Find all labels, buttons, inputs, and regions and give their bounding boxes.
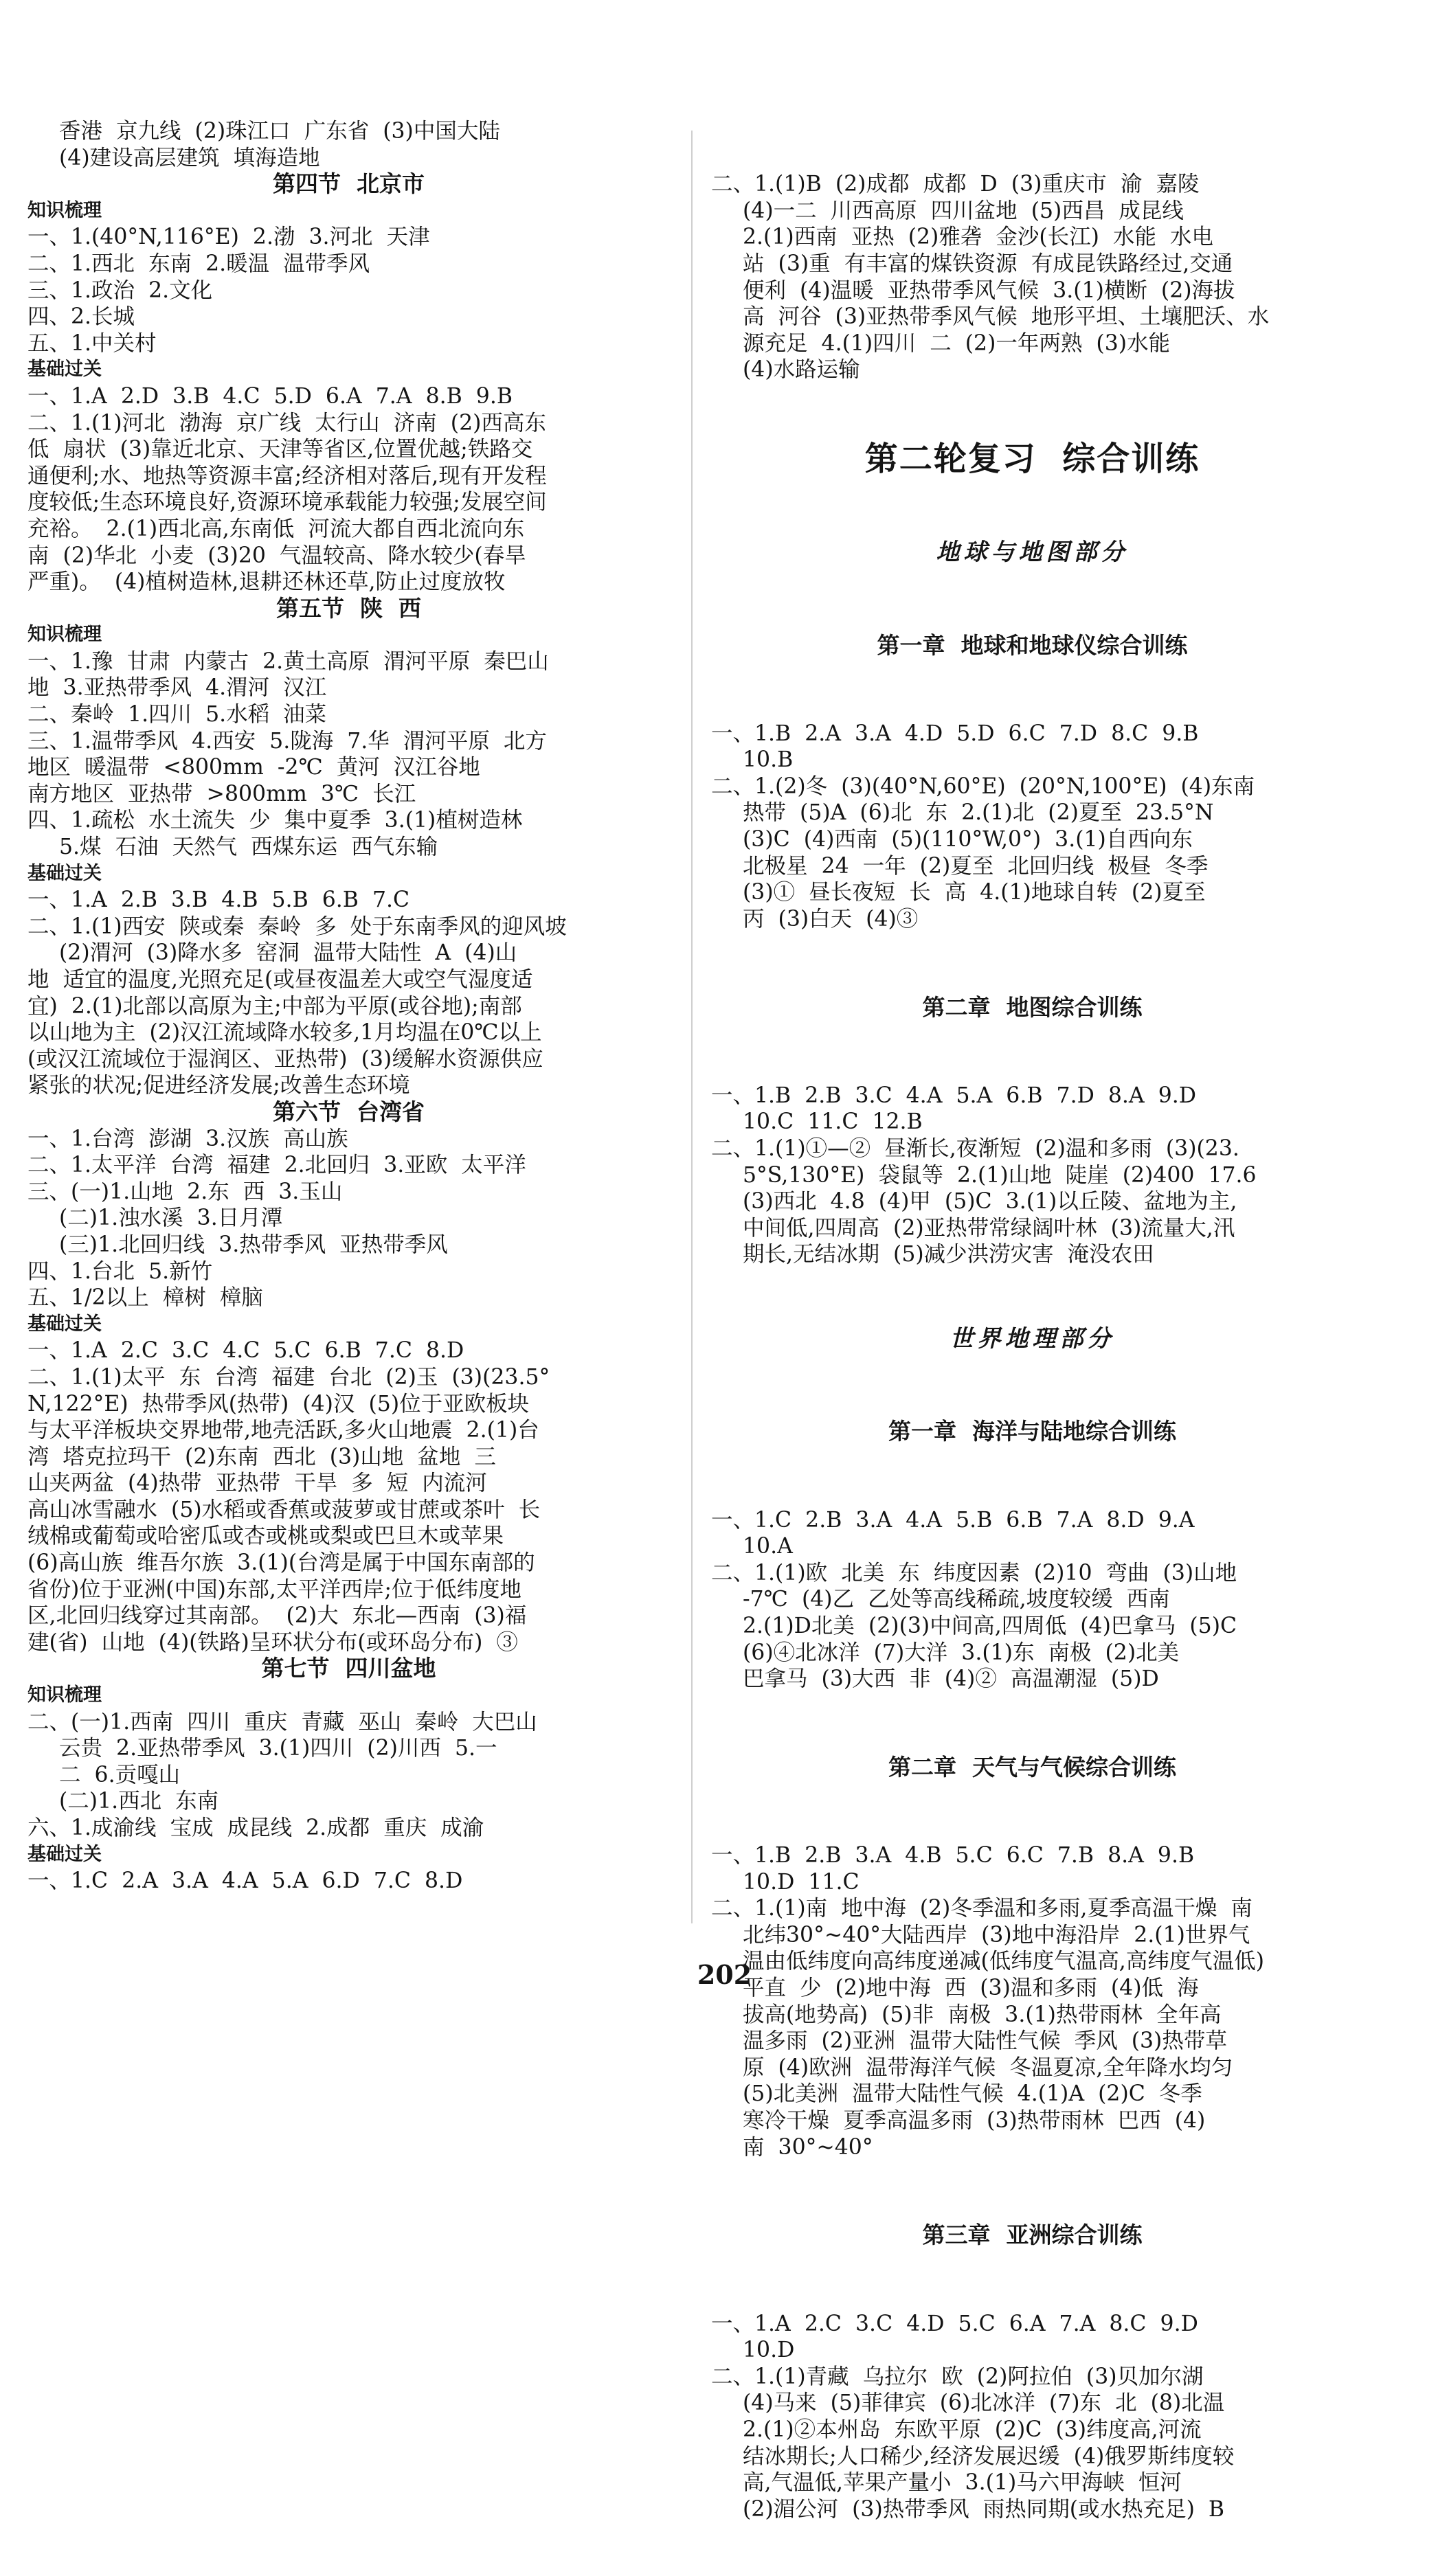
answer-line: N,122°E) 热带季风(热带) (4)汉 (5)位于亚欧板块	[27, 1391, 530, 1416]
answer-line: 四、1.疏松 水土流失 少 集中夏季 3.(1)植树造林	[27, 808, 523, 833]
answer-line: 10.C 11.C 12.B	[743, 1109, 923, 1135]
answer-line: 2.(1)西南 亚热 (2)雅砻 金沙(长江) 水能 水电	[743, 225, 1214, 250]
subsection-label: 基础过关	[27, 1843, 102, 1865]
answer-line: (二)1.西北 东南	[59, 1789, 219, 1814]
answer-line: 寒冷干燥 夏季高温多雨 (3)热带雨林 巴西 (4)	[743, 2108, 1206, 2133]
subsection-label: 知识梳理	[27, 1684, 102, 1706]
answer-line: 拔高(地势高) (5)非 南极 3.(1)热带雨林 全年高	[743, 2002, 1222, 2027]
answer-line: (4)建设高层建筑 填海造地	[59, 145, 320, 170]
answer-line: 北极星 24 一年 (2)夏至 北回归线 极昼 冬季	[743, 853, 1209, 879]
answer-line: 二、1.(1)西安 陕或秦 秦岭 多 处于东南季风的迎风坡	[27, 914, 567, 939]
answer-line: 南 (2)华北 小麦 (3)20 气温较高、降水较少(春旱	[27, 543, 526, 568]
answer-line: 二、1.太平洋 台湾 福建 2.北回归 3.亚欧 太平洋	[27, 1153, 526, 1178]
answer-line: (3)① 昼长夜短 长 高 4.(1)地球自转 (2)夏至	[743, 880, 1206, 905]
answer-line: 二、1.(1)南 地中海 (2)冬季温和多雨,夏季高温干燥 南	[711, 1896, 1253, 1921]
chapter-answers	[711, 2311, 1353, 2523]
chapter-title: 第一章 地球和地球仪综合训练	[877, 631, 1188, 659]
answer-line: 以山地为主 (2)汉江流域降水较多,1月均温在0℃以上	[27, 1020, 542, 1046]
answer-line: 温多雨 (2)亚洲 温带大陆性气候 季风 (3)热带草	[743, 2029, 1227, 2054]
answer-line: 一、1.C 2.B 3.A 4.A 5.B 6.B 7.A 8.D 9.A	[711, 1507, 1195, 1533]
answer-line: 结冰期长;人口稀少,经济发展迟缓 (4)俄罗斯纬度较	[743, 2443, 1235, 2469]
answer-line: 二、1.(1)河北 渤海 京广线 太行山 济南 (2)西高东	[27, 410, 546, 436]
answer-line: 丙 (3)白天 (4)③	[743, 906, 919, 931]
answer-line: 山夹两盆 (4)热带 亚热带 干旱 多 短 内流河	[27, 1471, 487, 1496]
answer-line: (2)渭河 (3)降水多 窑洞 温带大陆性 A (4)山	[59, 940, 517, 966]
answer-line: 三、1.政治 2.文化	[27, 278, 213, 303]
answer-line: 宜) 2.(1)北部以高原为主;中部为平原(或谷地);南部	[27, 993, 522, 1019]
answer-line: 10.A	[743, 1534, 793, 1559]
answer-line: 地区 暖温带 <800mm -2℃ 黄河 汉江谷地	[27, 755, 480, 780]
answer-line: 建(省) 山地 (4)(铁路)呈环状分布(或环岛分布) ③	[27, 1629, 518, 1655]
answer-line: 二、1.(2)冬 (3)(40°N,60°E) (20°N,100°E) (4)东南	[711, 773, 1255, 799]
answer-line: 原 (4)欧洲 温带海洋气候 冬温夏凉,全年降水均匀	[743, 2055, 1233, 2080]
answer-line: 绒棉或葡萄或哈密瓜或杏或桃或梨或巴旦木或苹果	[27, 1524, 504, 1549]
answer-line: 2.(1)②本州岛 东欧平原 (2)C (3)纬度高,河流	[743, 2417, 1202, 2442]
answer-line: 一、1.A 2.B 3.B 4.B 5.B 6.B 7.C	[27, 888, 410, 913]
left-column	[27, 118, 670, 1895]
answer-line: 一、1.A 2.C 3.C 4.D 5.C 6.A 7.A 8.C 9.D	[711, 2311, 1198, 2336]
right-column-continuation	[711, 171, 1353, 383]
answer-line: (三)1.北回归线 3.热带季风 亚热带季风	[59, 1232, 448, 1257]
answer-line: 高山冰雪融水 (5)水稻或香蕉或菠萝或甘蔗或茶叶 长	[27, 1497, 541, 1522]
answer-line: 一、1.(40°N,116°E) 2.渤 3.河北 天津	[27, 225, 430, 250]
chapter-answers	[711, 1507, 1353, 1693]
answer-line: 严重)。 (4)植树造林,退耕还林还草,防止过度放牧	[27, 569, 506, 595]
answer-line: (4)马来 (5)菲律宾 (6)北冰洋 (7)东 北 (8)北温	[743, 2391, 1225, 2416]
chapter-title: 第一章 海洋与陆地综合训练	[888, 1418, 1176, 1445]
subsection-label: 基础过关	[27, 862, 102, 884]
subsection-label: 基础过关	[27, 1313, 102, 1335]
section-heading: 第六节 台湾省	[273, 1098, 425, 1125]
answer-line: (二)1.浊水溪 3.日月潭	[59, 1206, 283, 1231]
answer-line: 一、1.C 2.A 3.A 4.A 5.A 6.D 7.C 8.D	[27, 1868, 463, 1894]
answer-line: 巴拿马 (3)大西 非 (4)② 高温潮湿 (5)D	[743, 1667, 1159, 1692]
review-title: 第二轮复习 综合训练	[864, 440, 1200, 479]
chapter-title: 第三章 亚洲综合训练	[922, 2222, 1143, 2249]
answer-line: 一、1.A 2.D 3.B 4.C 5.D 6.A 7.A 8.B 9.B	[27, 383, 513, 409]
answer-line: 二、1.西北 东南 2.暖温 温带季风	[27, 251, 370, 276]
answer-line: 一、1.A 2.C 3.C 4.C 5.C 6.B 7.C 8.D	[27, 1338, 464, 1364]
answer-line: (或汉江流域位于湿润区、亚热带) (3)缓解水资源供应	[27, 1046, 543, 1072]
answer-line: 10.B	[743, 747, 794, 773]
answer-line: 度较低;生态环境良好,资源环境承载能力较强;发展空间	[27, 490, 547, 515]
answer-line: 南 30°~40°	[743, 2134, 873, 2160]
answer-line: 与太平洋板块交界地带,地壳活跃,多火山地震 2.(1)台	[27, 1418, 539, 1443]
chapter-title: 第二章 天气与气候综合训练	[888, 1753, 1176, 1781]
answer-line: 热带 (5)A (6)北 东 2.(1)北 (2)夏至 23.5°N	[743, 800, 1214, 826]
answer-line: 一、1.B 2.A 3.A 4.D 5.D 6.C 7.D 8.C 9.B	[711, 721, 1199, 746]
answer-line: 四、1.台北 5.新竹	[27, 1258, 213, 1284]
section-heading: 第五节 陕 西	[276, 595, 421, 622]
answer-line: (3)C (4)西南 (5)(110°W,0°) 3.(1)自西向东	[743, 827, 1193, 852]
answer-line: 二、1.(1)①—② 昼渐长,夜渐短 (2)温和多雨 (3)(23.	[711, 1136, 1239, 1161]
answer-line: 一、1.台湾 澎湖 3.汉族 高山族	[27, 1126, 348, 1151]
answer-line: (4)一二 川西高原 四川盆地 (5)西昌 成昆线	[743, 198, 1184, 223]
answer-line: 区,北回归线穿过其南部。 (2)大 东北—西南 (3)福	[27, 1603, 527, 1629]
answer-line: 香港 京九线 (2)珠江口 广东省 (3)中国大陆	[59, 119, 500, 144]
answer-line: 平直 少 (2)地中海 西 (3)温和多雨 (4)低 海	[743, 1976, 1199, 2001]
answer-line: 湾 塔克拉玛干 (2)东南 西北 (3)山地 盆地 三	[27, 1444, 496, 1469]
answer-line: 二、1.(1)太平 东 台湾 福建 台北 (2)玉 (3)(23.5°	[27, 1364, 550, 1390]
column-divider	[691, 131, 693, 1923]
answer-line: (2)湄公河 (3)热带季风 雨热同期(或水热充足) B	[743, 2496, 1225, 2522]
answer-line: 二、1.(1)青藏 乌拉尔 欧 (2)阿拉伯 (3)贝加尔湖	[711, 2364, 1204, 2389]
answer-line: 便利 (4)温暖 亚热带季风气候 3.(1)横断 (2)海拔	[743, 278, 1235, 303]
section-heading: 第七节 四川盆地	[261, 1656, 436, 1682]
answer-line: 三、1.温带季风 4.西安 5.陇海 7.华 渭河平原 北方	[27, 728, 547, 754]
answer-line: 低 扇状 (3)靠近北京、天津等省区,位置优越;铁路交	[27, 437, 533, 462]
chapter-answers	[711, 1842, 1353, 2160]
answer-line: 四、2.长城	[27, 304, 135, 330]
answer-line: 二 6.贡嘎山	[59, 1762, 181, 1787]
answer-line: 一、1.豫 甘肃 内蒙古 2.黄土高原 渭河平原 秦巴山	[27, 648, 549, 674]
answer-line: 10.D 11.C	[743, 1869, 860, 1895]
answer-line: 5.煤 石油 天然气 西煤东运 西气东输	[59, 835, 438, 860]
section-heading: 第四节 北京市	[273, 171, 425, 198]
chapter-answers	[711, 721, 1353, 933]
answer-line: 一、1.B 2.B 3.A 4.B 5.C 6.C 7.B 8.A 9.B	[711, 1843, 1195, 1868]
answer-line: (6)高山族 维吾尔族 3.(1)(台湾是属于中国东南部的	[27, 1550, 535, 1576]
answer-line: 高,气温低,苹果产量小 3.(1)马六甲海峡 恒河	[743, 2470, 1182, 2496]
answer-line: 云贵 2.亚热带季风 3.(1)四川 (2)川西 5.一	[59, 1736, 497, 1761]
answer-line: 二、秦岭 1.四川 5.水稻 油菜	[27, 702, 327, 727]
answer-line: 北纬30°~40°大陆西岸 (3)地中海沿岸 2.(1)世界气	[743, 1922, 1250, 1947]
answer-line: 高 河谷 (3)亚热带季风气候 地形平坦、土壤肥沃、水	[743, 304, 1270, 330]
answer-line: 中间低,四周高 (2)亚热带常绿阔叶林 (3)流量大,汛	[743, 1215, 1235, 1241]
answer-line: 5°S,130°E) 袋鼠等 2.(1)山地 陡崖 (2)400 17.6	[743, 1162, 1257, 1188]
answer-line: 二、1.(1)欧 北美 东 纬度因素 (2)10 弯曲 (3)山地	[711, 1560, 1237, 1585]
answer-line: 一、1.B 2.B 3.C 4.A 5.A 6.B 7.D 8.A 9.D	[711, 1083, 1196, 1108]
answer-line: 六、1.成渝线 宝成 成昆线 2.成都 重庆 成渝	[27, 1816, 484, 1840]
chapter-answers	[711, 1083, 1353, 1268]
answer-line: (6)④北冰洋 (7)大洋 3.(1)东 南极 (2)北美	[743, 1640, 1180, 1665]
answer-line: 10.D	[743, 2338, 795, 2363]
answer-line: (4)水路运输	[743, 357, 860, 383]
answer-line: 通便利;水、地热等资源丰富;经济相对落后,现有开发程	[27, 463, 547, 488]
answer-line: 地 适宜的温度,光照充足(或昼夜温差大或空气湿度适	[27, 967, 533, 992]
subsection-label: 基础过关	[27, 359, 102, 381]
answer-line: -7℃ (4)乙 乙处等高线稀疏,坡度较缓 西南	[743, 1587, 1170, 1612]
subsection-label: 知识梳理	[27, 624, 102, 646]
answer-line: 期长,无结冰期 (5)减少洪涝灾害 淹没农田	[743, 1242, 1154, 1267]
answer-line: 二、(一)1.西南 四川 重庆 青藏 巫山 秦岭 大巴山	[27, 1709, 537, 1735]
answer-line: 三、(一)1.山地 2.东 西 3.玉山	[27, 1179, 343, 1204]
right-column	[711, 118, 1353, 2576]
answer-line: (5)北美洲 温带大陆性气候 4.(1)A (2)C 冬季	[743, 2081, 1202, 2107]
answer-line: 紧张的状况;促进经济发展;改善生态环境	[27, 1073, 410, 1098]
chapter-title: 第二章 地图综合训练	[922, 993, 1143, 1021]
answer-line: 南方地区 亚热带 >800mm 3℃ 长江	[27, 781, 416, 806]
answer-line: 2.(1)D北美 (2)(3)中间高,四周低 (4)巴拿马 (5)C	[743, 1613, 1237, 1638]
answer-line: 源充足 4.(1)四川 二 (2)一年两熟 (3)水能	[743, 330, 1171, 356]
answer-line: 温由低纬度向高纬度递减(低纬度气温高,高纬度气温低)	[743, 1949, 1265, 1974]
answer-line: 五、1/2以上 樟树 樟脑	[27, 1285, 263, 1311]
answer-line: 充裕。 2.(1)西北高,东南低 河流大都自西北流向东	[27, 516, 525, 541]
page-number: 202	[697, 1959, 752, 1990]
answer-line: 二、1.(1)B (2)成都 成都 D (3)重庆市 渝 嘉陵	[711, 172, 1200, 197]
part-title-world-geography: 世界地理部分	[950, 1325, 1115, 1353]
answer-line: 站 (3)重 有丰富的煤铁资源 有成昆铁路经过,交通	[743, 251, 1233, 276]
answer-line: 五、1.中关村	[27, 330, 157, 356]
answer-line: (3)西北 4.8 (4)甲 (5)C 3.(1)以丘陵、盆地为主,	[743, 1189, 1237, 1214]
answer-line: 地 3.亚热带季风 4.渭河 汉江	[27, 675, 327, 701]
answer-line: 省份)位于亚洲(中国)东部,太平洋西岸;位于低纬度地	[27, 1577, 521, 1602]
part-title-earth-maps: 地球与地图部分	[936, 539, 1129, 567]
subsection-label: 知识梳理	[27, 199, 102, 221]
